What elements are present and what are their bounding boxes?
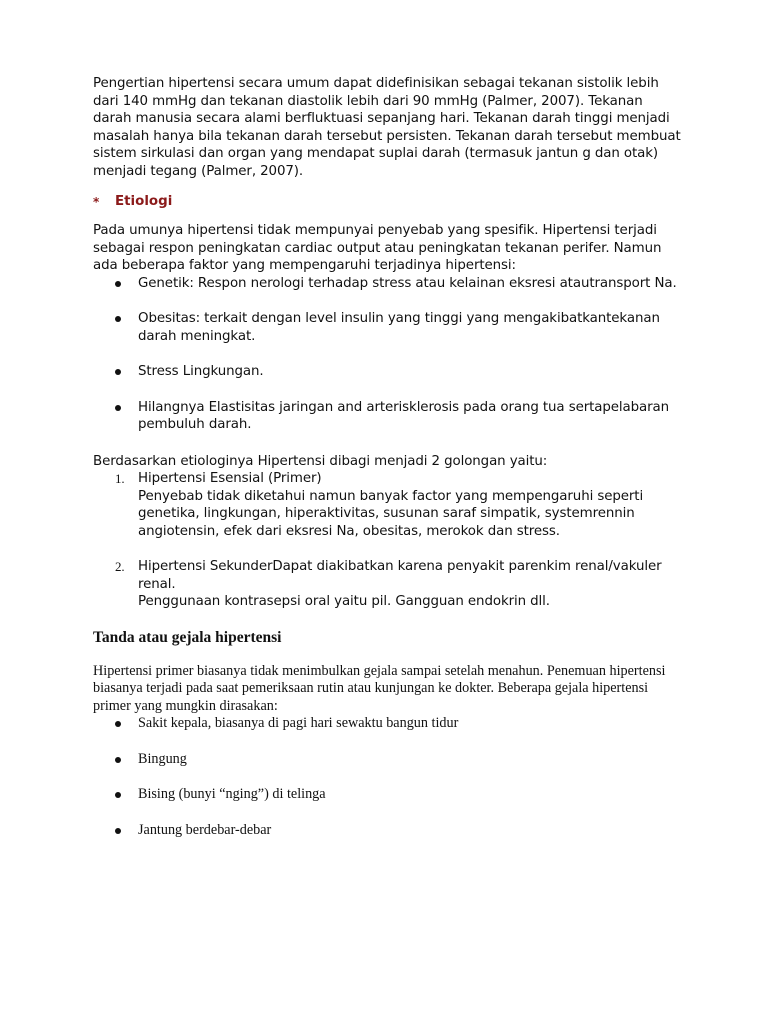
gejala-list	[93, 715, 683, 839]
list-item-text: Jantung berdebar-debar	[138, 821, 272, 838]
golongan-intro-paragraph: Berdasarkan etiologinya Hipertensi dibagi menjadi 2 golongan yaitu:	[93, 453, 548, 469]
star-bullet-icon: *	[93, 194, 100, 209]
bullet-dot-icon	[115, 828, 121, 834]
bullet-dot-icon	[115, 369, 121, 375]
document-page	[93, 75, 683, 857]
bullet-dot-icon	[115, 281, 121, 287]
list-item-text: Obesitas: terkait dengan level insulin yang tinggi yang mengakibatkantekanan darah meningkat.	[138, 311, 660, 344]
intro-paragraph: Pengertian hipertensi secara umum dapat didefinisikan sebagai tekanan sistolik lebih dari 140 mmHg dan tekanan diastolik lebih dari 90 mmHg (Palmer, 2007). Tekanan darah manusia secara alami berfluktuasi sepanjang hari. Tekanan darah tinggi menjadi masalah hanya bila tekanan darah tersebut persisten. Tekanan darah tersebut membuat sistem sirkulasi dan organ yang mendapat suplai darah (termasuk jantun g dan otak) menjadi tegang (Palmer, 2007).	[93, 76, 681, 179]
list-item-text: Bising (bunyi “nging”) di telinga	[138, 786, 326, 802]
golongan-title: Hipertensi SekunderDapat diakibatkan karena penyakit parenkim renal/vakuler renal.	[138, 559, 662, 592]
list-number: 1.	[115, 471, 125, 486]
list-item	[93, 399, 683, 434]
golongan-list	[93, 470, 683, 611]
list-item	[93, 310, 683, 345]
bullet-dot-icon	[115, 792, 121, 798]
golongan-body: Penggunaan kontrasepsi oral yaitu pil. Gangguan endokrin dll.	[138, 594, 550, 609]
list-item	[93, 822, 683, 840]
gejala-heading: Tanda atau gejala hipertensi	[93, 628, 282, 646]
list-item-text: Hilangnya Elastisitas jaringan and arterisklerosis pada orang tua sertapelabaran pembuluh darah.	[138, 399, 670, 432]
golongan-body: Penyebab tidak diketahui namun banyak factor yang mempengaruhi seperti genetika, lingkungan, hiperaktivitas, susunan saraf simpatik, systemrennin angiotensin, efek dari eksresi Na, obesitas, merokok dan stress.	[138, 488, 644, 539]
list-item	[93, 786, 683, 804]
bullet-dot-icon	[115, 757, 121, 763]
list-item-text: Bingung	[138, 750, 187, 767]
etiologi-intro-paragraph: Pada umunya hipertensi tidak mempunyai penyebab yang spesifik. Hipertensi terjadi sebagai respon peningkatan cardiac output atau peningkatan tekanan perifer. Namun ada beberapa faktor yang mempengaruhi terjadinya hipertensi:	[93, 223, 662, 273]
factor-list	[93, 275, 683, 434]
list-item	[93, 558, 683, 611]
etiologi-heading-text: Etiologi	[115, 194, 173, 209]
bullet-dot-icon	[115, 405, 121, 411]
list-item	[93, 470, 683, 540]
list-item-text: Stress Lingkungan.	[138, 364, 264, 379]
list-item-text: Genetik: Respon nerologi terhadap stress atau kelainan eksresi atautransport Na.	[138, 275, 677, 291]
etiologi-heading	[93, 194, 683, 209]
list-item	[93, 363, 683, 381]
list-item	[93, 715, 683, 733]
golongan-title: Hipertensi Esensial (Primer)	[138, 471, 322, 486]
list-item	[93, 275, 683, 293]
list-number: 2.	[115, 559, 125, 574]
list-item	[93, 751, 683, 769]
list-item-text: Sakit kepala, biasanya di pagi hari sewaktu bangun tidur	[138, 715, 459, 731]
gejala-intro-paragraph: Hipertensi primer biasanya tidak menimbulkan gejala sampai setelah menahun. Penemuan hipertensi biasanya terjadi pada saat pemeriksaan rutin atau kunjungan ke dokter. Beberapa gejala hipertensi primer yang mungkin dirasakan:	[93, 662, 666, 714]
bullet-dot-icon	[115, 316, 121, 322]
bullet-dot-icon	[115, 721, 121, 727]
